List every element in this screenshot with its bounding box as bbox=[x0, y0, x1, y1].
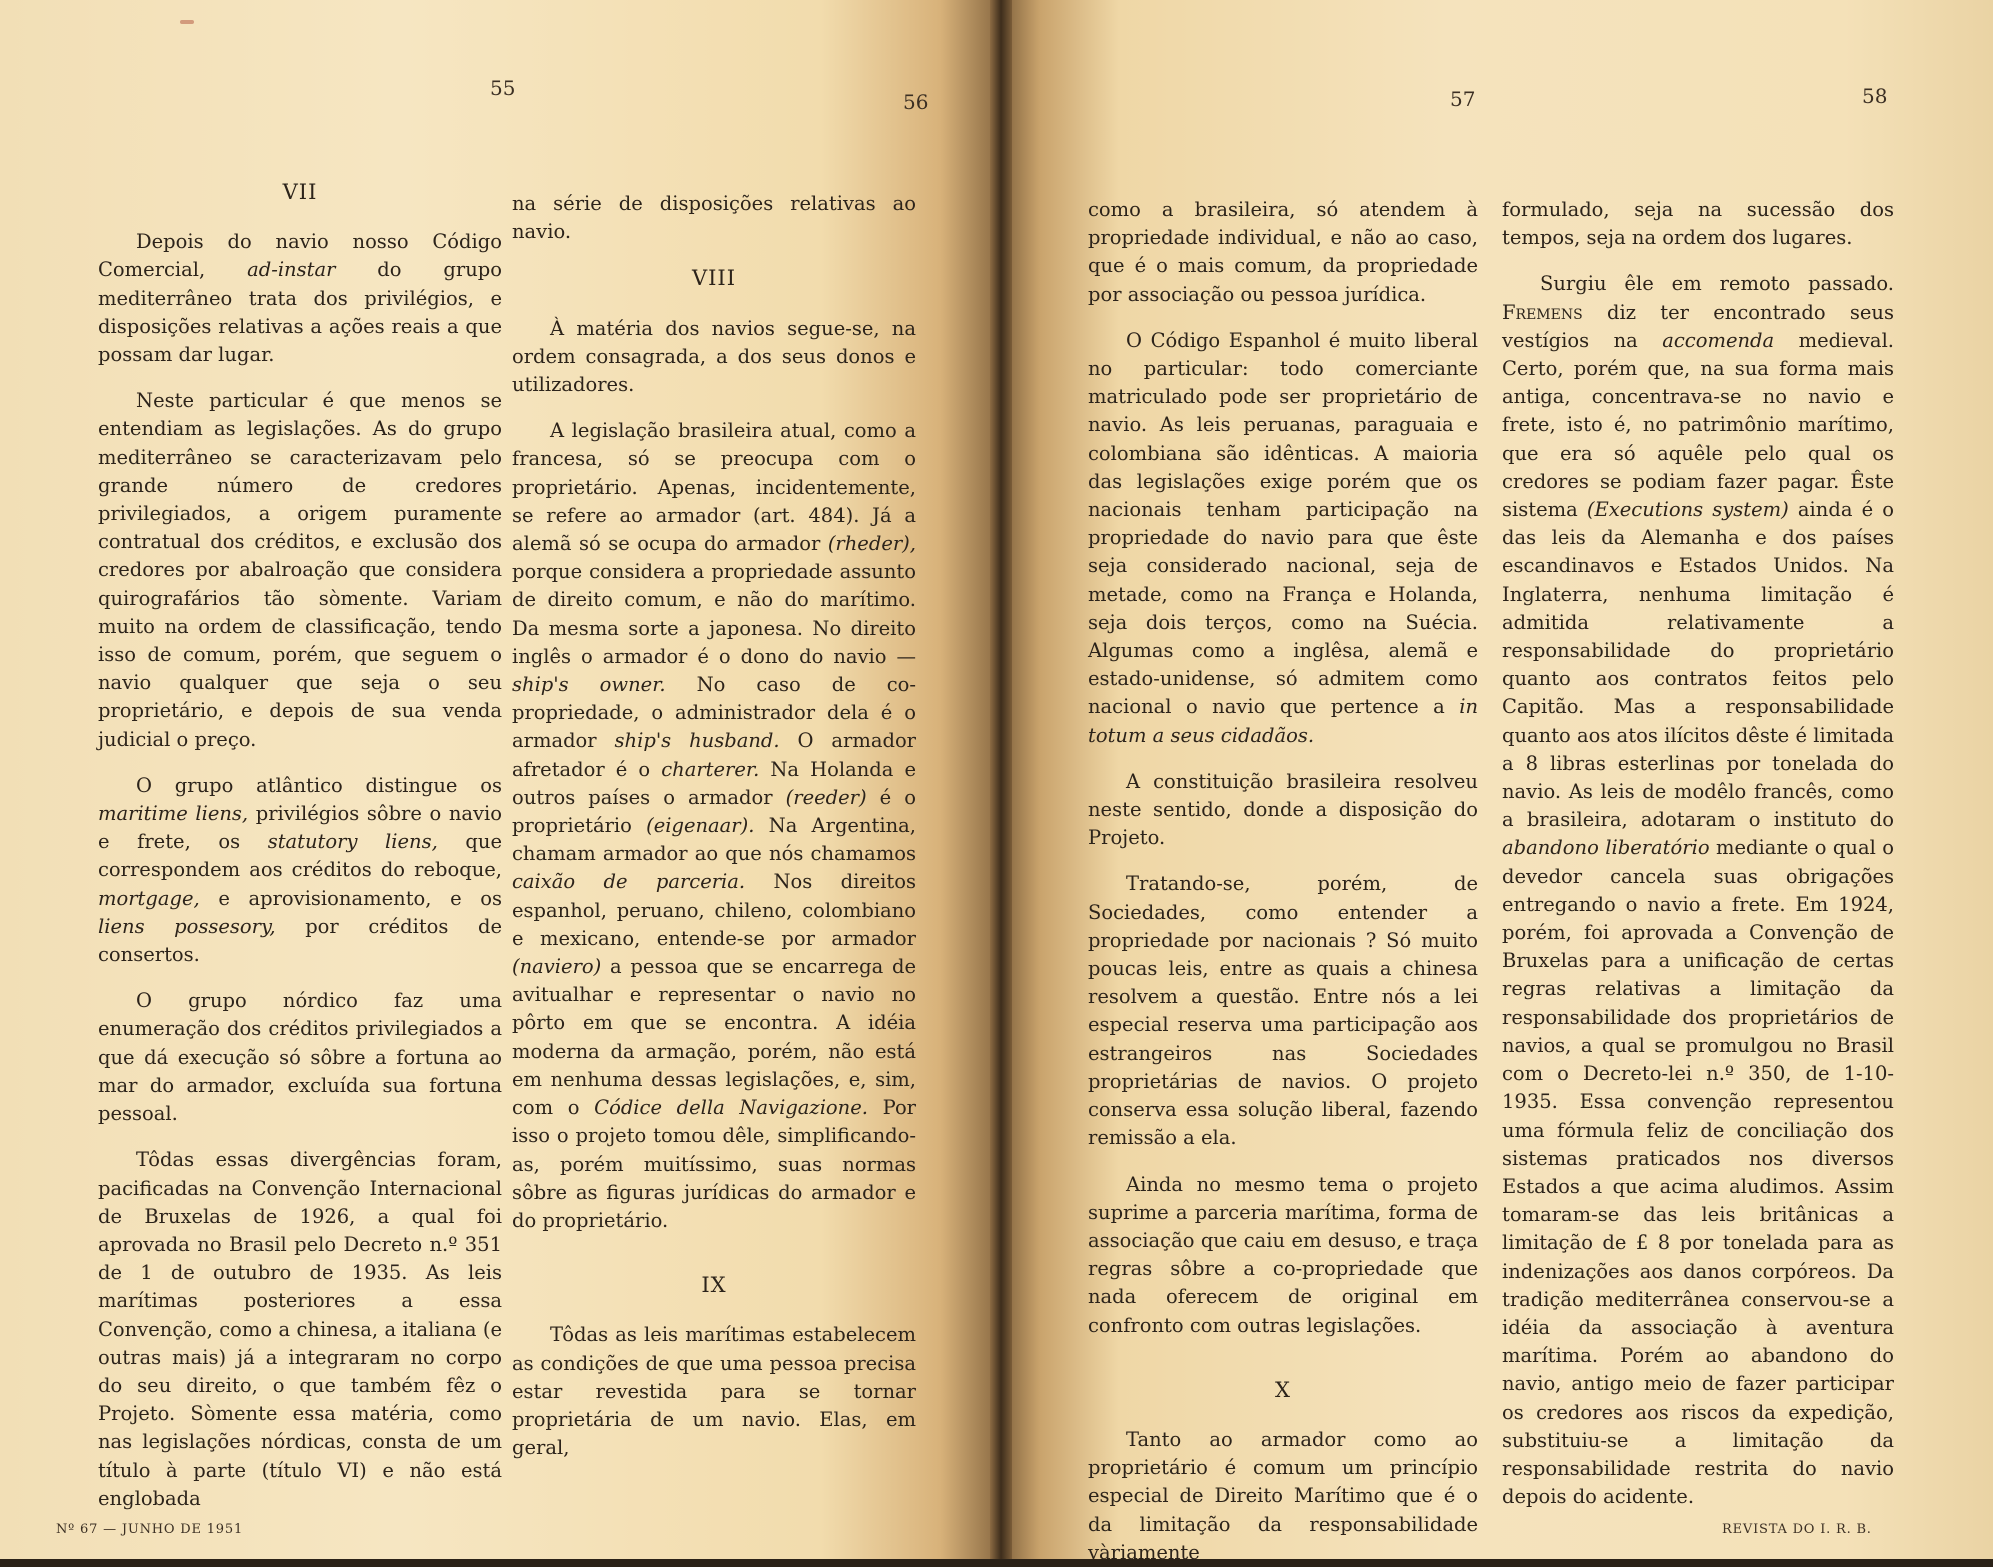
paragraph: A constituição brasileira resolveu neste sentido, donde a disposição do Projeto. bbox=[1088, 769, 1478, 850]
page-number-57: 57 bbox=[1450, 87, 1476, 111]
paragraph: Tanto ao armador como ao proprietário é comum um princípio especial de Direito Marítimo que é o da limitação da responsabilidade vàriamente bbox=[1088, 1427, 1478, 1564]
page-number-58: 58 bbox=[1862, 84, 1888, 108]
paragraph: O grupo atlântico distingue os maritime liens, privilégios sôbre o navio e frete, os statutory liens, que correspondem aos créditos do reboque, mortgage, e aprovisionamento, e os liens possesory, por créditos de consertos. bbox=[98, 773, 502, 967]
page-56-text-column bbox=[512, 190, 916, 1462]
paragraph: Tôdas essas divergências foram, pacificadas na Convenção Internacional de Bruxelas de 1926, a qual foi aprovada no Brasil pelo Decreto n.º 351 de 1 de outubro de 1935. As leis marítimas posteriores a essa Convenção, como a chinesa, a italiana (e outras mais) já a integraram no corpo do seu direito, o que também fêz o Projeto. Sòmente essa matéria, como nas legislações nórdicas, consta de um título à parte (título VI) e não está englobada bbox=[98, 1148, 502, 1510]
paragraph: O grupo nórdico faz uma enumeração dos créditos privilegiados a que dá execução só sôbre a fortuna ao mar do armador, excluída sua fortuna pessoal. bbox=[98, 989, 502, 1126]
section-heading: VII bbox=[282, 180, 318, 204]
page-55-text-column bbox=[98, 178, 502, 1513]
footer-journal-title: REVISTA DO I. R. B. bbox=[1722, 1522, 1872, 1537]
book-gutter bbox=[990, 0, 1012, 1559]
page-number-56: 56 bbox=[903, 90, 929, 114]
paragraph: como a brasileira, só atendem à propriedade individual, e não ao caso, que é o mais comum, da propriedade por associação ou pessoa jurídica. bbox=[1088, 198, 1478, 306]
paragraph: Ainda no mesmo tema o projeto suprime a parceria marítima, forma de associação que caiu em desuso, e traça regras sôbre a co-propriedade que nada oferecem de original em confronto com outras legislações. bbox=[1088, 1172, 1478, 1337]
page-number-55: 55 bbox=[490, 76, 516, 100]
paragraph: na série de disposições relativas ao navio. bbox=[512, 192, 916, 244]
paragraph: Depois do navio nosso Código Comercial, ad-instar do grupo mediterrâneo trata dos privilégios, e disposições relativas a ações reais a que possam dar lugar. bbox=[98, 230, 502, 367]
section-heading: X bbox=[1275, 1377, 1291, 1402]
page-57-text-column bbox=[1088, 196, 1478, 1567]
ink-smudge bbox=[180, 20, 194, 24]
paragraph: A legislação brasileira atual, como a francesa, só se preocupa com o proprietário. Apenas, incidentemente, se refere ao armador (art. 484). Já a alemã só se ocupa do armador (rheder), porque considera a propriedade assunto de direito comum, e não do marítimo. Da mesma sorte a japonesa. No direito inglês o armador é o dono do navio — ship's owner. No caso de co-propriedade, o administrador dela é o armador ship's husband. O armador afretador é o charterer. Na Holanda e outros países o armador (reeder) é o proprietário (eigenaar). Na Argentina, chamam armador ao que nós chamamos caixão de parceria. Nos direitos espanhol, peruano, chileno, colombiano e mexicano, entende-se por armador (naviero) a pessoa que se encarrega de avitualhar e representar o navio no pôrto em que se encontra. A idéia moderna da armação, porém, não está em nenhuma dessas legislações, e, sim, com o Códice della Navigazione. Por isso o projeto tomou dêle, simplificando-as, porém muitíssimo, suas normas sôbre as figuras jurídicas do armador e do proprietário. bbox=[512, 419, 917, 1232]
section-heading: IX bbox=[701, 1273, 727, 1298]
paragraph: Neste particular é que menos se entendiam as legislações. As do grupo mediterrâneo se caracterizavam pelo grande número de credores privilegiados, a origem puramente contratual dos créditos, e exclusão dos credores por abalroação que considera quirografários tão sòmente. Variam muito na ordem de classificação, tendo isso de comum, porém, que seguem o navio qualquer que seja o seu proprietário, e depois de sua venda judicial o preço. bbox=[98, 389, 502, 751]
paragraph: O Código Espanhol é muito liberal no particular: todo comerciante matriculado pode ser proprietário de navio. As leis peruanas, paraguaia e colombiana são idênticas. A maioria das legislações exige porém que os nacionais tenham participação na propriedade do navio para que êste seja considerado nacional, seja de metade, como na França e Holanda, seja dois terços, como na Suécia. Algumas como a inglêsa, alemã e estado-unidense, só admitem como nacional o navio que pertence a in totum a seus cidadãos. bbox=[1088, 328, 1478, 747]
paragraph: Surgiu êle em remoto passado. Fremens diz ter encontrado seus vestígios na accomenda medieval. Certo, porém que, na sua forma mais antiga, concentrava-se no navio e frete, isto é, no patrimônio marítimo, que era só aquêle pelo qual os credores se podiam fazer pagar. Êste sistema (Executions system) ainda é o das leis da Alemanha e dos países escandinavos e Estados Unidos. Na Inglaterra, nenhuma limitação é admitida relativamente a responsabilidade do proprietário quanto aos contratos feitos pelo Capitão. Mas a responsabilidade quanto aos atos ilícitos dêste é limitada a 8 libras esterlinas por tonelada do navio. As leis de modêlo francês, como a brasileira, adotaram o instituto do abandono liberatório mediante o qual o devedor cancela suas obrigações entregando o navio a frete. Em 1924, porém, foi aprovada a Convenção de Bruxelas para a unificação de certas regras relativas a limitação da responsabilidade dos proprietários de navios, a qual se promulgou no Brasil com o Decreto-lei n.º 350, de 1-10-1935. Essa convenção representou uma fórmula feliz de conciliação dos sistemas praticados nos diversos Estados a que acima aludimos. Assim tomaram-se das leis britânicas a limitação de £ 8 por tonelada para as indenizações aos danos corpóreos. Da tradição mediterrânea conservou-se a idéia da associação à aventura marítima. Porém ao abandono do navio, antigo meio de fazer participar os credores aos riscos da expedição, substituiu-se a limitação da responsabilidade restrita do navio depois do acidente. bbox=[1502, 272, 1894, 1509]
paragraph: Tratando-se, porém, de Sociedades, como entender a propriedade por nacionais ? Só muito poucas leis, entre as quais a chinesa resolvem a questão. Entre nós a lei especial reserva uma participação aos estrangeiros nas Sociedades proprietárias de navios. O projeto conserva essa solução liberal, fazendo remissão a ela. bbox=[1088, 872, 1478, 1150]
paragraph: formulado, seja na sucessão dos tempos, seja na ordem dos lugares. bbox=[1502, 198, 1894, 250]
section-heading: VIII bbox=[691, 266, 737, 291]
paragraph: À matéria dos navios segue-se, na ordem consagrada, a dos seus donos e utilizadores. bbox=[512, 316, 916, 397]
paragraph: Tôdas as leis marítimas estabelecem as condições de que uma pessoa precisa estar revestida para se tornar proprietária de um navio. Elas, em geral, bbox=[512, 1323, 916, 1460]
page-58-text-column bbox=[1502, 196, 1894, 1511]
footer-issue-date: Nº 67 — JUNHO DE 1951 bbox=[56, 1522, 244, 1537]
